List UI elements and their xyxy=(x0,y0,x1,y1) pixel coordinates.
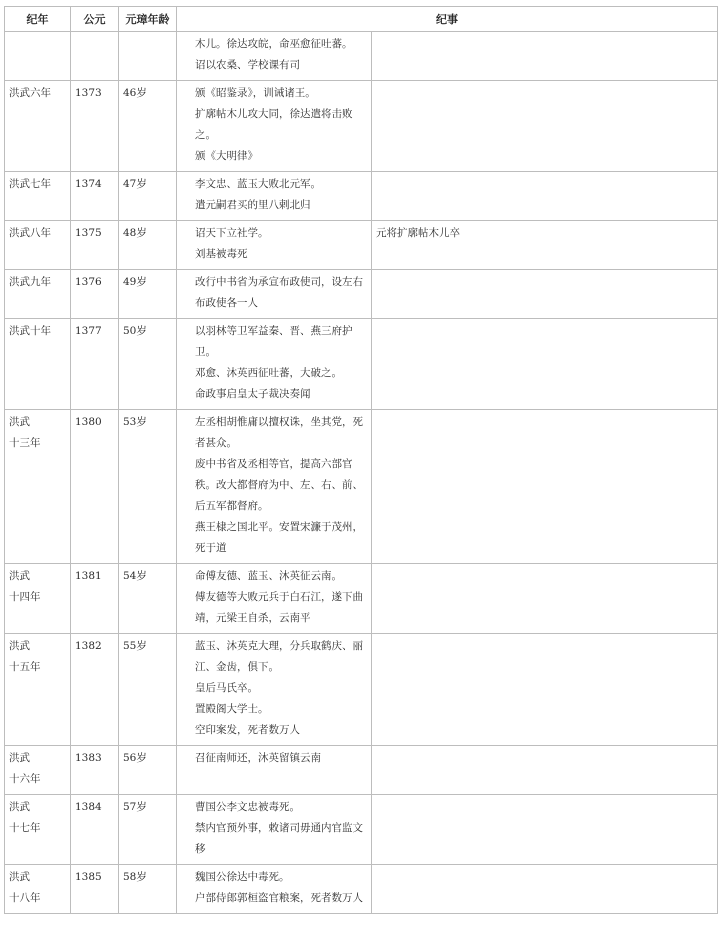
events-cell xyxy=(177,795,372,865)
events-cell xyxy=(177,319,372,410)
table-row xyxy=(5,32,718,81)
event-text: 燕王棣之国北平。安置宋濂于茂州，死于道 xyxy=(195,521,363,554)
event-text: 颁《昭鉴录》，训诫诸王。 xyxy=(195,87,316,99)
year-cell xyxy=(71,32,119,81)
event-text: 置殿阁大学士。 xyxy=(195,703,269,715)
events-cell xyxy=(177,746,372,795)
table-row xyxy=(5,410,718,564)
event-text: 改行中书省为承宣布政使司，设左右布政使各一人 xyxy=(195,276,363,309)
table-row xyxy=(5,270,718,319)
notes-cell xyxy=(372,634,718,746)
era-cell xyxy=(5,270,71,319)
year-cell: 1375 xyxy=(71,221,119,270)
event-text: 曹国公李文忠被毒死。 xyxy=(195,801,300,813)
event-text: 命政事启皇太子裁决奏闻 xyxy=(195,388,311,400)
age-cell: 58岁 xyxy=(119,865,177,914)
event-text: 皇后马氏卒。 xyxy=(195,682,258,694)
event-text: 邓愈、沐英西征吐蕃，大破之。 xyxy=(195,367,342,379)
era-cell xyxy=(5,634,71,746)
era-text: 洪武九年 xyxy=(9,276,51,288)
table-row xyxy=(5,319,718,410)
era-text: 洪武 xyxy=(9,752,30,764)
event-text: 禁内官预外事，敕诸司毋通内官监文移 xyxy=(195,822,363,855)
events-cell xyxy=(177,564,372,634)
age-cell xyxy=(119,32,177,81)
era-cell xyxy=(5,81,71,172)
event-text: 李文忠、蓝玉大败北元军。 xyxy=(195,178,321,190)
notes-cell xyxy=(372,795,718,865)
event-text: 扩廓帖木儿攻大同，徐达遣将击败之。 xyxy=(195,108,353,141)
era-text: 洪武 xyxy=(9,801,30,813)
age-cell: 54岁 xyxy=(119,564,177,634)
events-cell xyxy=(177,81,372,172)
event-text: 魏国公徐达中毒死。 xyxy=(195,871,290,883)
table-row xyxy=(5,746,718,795)
age-cell: 48岁 xyxy=(119,221,177,270)
notes-cell xyxy=(372,270,718,319)
age-cell: 49岁 xyxy=(119,270,177,319)
age-cell: 53岁 xyxy=(119,410,177,564)
year-cell: 1374 xyxy=(71,172,119,221)
table-row xyxy=(5,221,718,270)
notes-cell xyxy=(372,32,718,81)
year-cell: 1381 xyxy=(71,564,119,634)
year-cell: 1384 xyxy=(71,795,119,865)
year-cell: 1377 xyxy=(71,319,119,410)
chronology-table xyxy=(4,6,718,914)
era-cell xyxy=(5,319,71,410)
table-row xyxy=(5,865,718,914)
year-cell: 1382 xyxy=(71,634,119,746)
age-cell: 57岁 xyxy=(119,795,177,865)
era-text: 十五年 xyxy=(9,661,41,673)
notes-cell xyxy=(372,81,718,172)
table-row xyxy=(5,81,718,172)
header-annals: 纪事 xyxy=(177,7,718,32)
header-year: 公元 xyxy=(71,7,119,32)
events-cell xyxy=(177,865,372,914)
header-age: 元璋年龄 xyxy=(119,7,177,32)
event-text: 左丞相胡惟庸以擅权诛，坐其党，死者甚众。 xyxy=(195,416,363,449)
event-text: 诏以农桑、学校课有司 xyxy=(195,59,300,71)
age-cell: 55岁 xyxy=(119,634,177,746)
era-text: 洪武 xyxy=(9,416,30,428)
era-text: 洪武六年 xyxy=(9,87,51,99)
age-cell: 47岁 xyxy=(119,172,177,221)
era-text: 十六年 xyxy=(9,773,41,785)
notes-cell xyxy=(372,746,718,795)
events-cell xyxy=(177,32,372,81)
events-cell xyxy=(177,172,372,221)
age-cell: 50岁 xyxy=(119,319,177,410)
year-cell: 1376 xyxy=(71,270,119,319)
table-row xyxy=(5,564,718,634)
era-cell xyxy=(5,865,71,914)
age-cell: 46岁 xyxy=(119,81,177,172)
event-text: 户部侍郎郭桓盗官粮案，死者数万人 xyxy=(195,892,363,904)
event-text: 遣元嗣君买的里八剌北归 xyxy=(195,199,311,211)
year-cell: 1380 xyxy=(71,410,119,564)
event-text: 诏天下立社学。 xyxy=(195,227,269,239)
events-cell xyxy=(177,410,372,564)
era-text: 洪武 xyxy=(9,871,30,883)
event-text: 傅友德等大败元兵于白石江，遂下曲靖，元梁王自杀，云南平 xyxy=(195,591,363,624)
era-text: 十四年 xyxy=(9,591,41,603)
events-cell xyxy=(177,634,372,746)
era-text: 十七年 xyxy=(9,822,41,834)
event-text: 废中书省及丞相等官，提高六部官秩。改大都督府为中、左、右、前、后五军都督府。 xyxy=(195,458,363,512)
event-text: 以羽林等卫军益秦、晋、燕三府护卫。 xyxy=(195,325,353,358)
events-cell xyxy=(177,270,372,319)
header-row xyxy=(5,7,718,32)
notes-cell xyxy=(372,410,718,564)
era-cell xyxy=(5,221,71,270)
event-text: 命傅友德、蓝玉、沐英征云南。 xyxy=(195,570,342,582)
table-body xyxy=(5,32,718,914)
era-text: 十三年 xyxy=(9,437,41,449)
event-text: 召征南师还，沐英留镇云南 xyxy=(195,752,321,764)
era-text: 洪武八年 xyxy=(9,227,51,239)
event-text: 刘基被毒死 xyxy=(195,248,248,260)
table-row xyxy=(5,634,718,746)
era-cell xyxy=(5,746,71,795)
era-text: 洪武 xyxy=(9,640,30,652)
notes-cell: 元将扩廓帖木儿卒 xyxy=(372,221,718,270)
event-text: 木儿。徐达攻皖，命巫愈征吐蕃。 xyxy=(195,38,353,50)
events-cell xyxy=(177,221,372,270)
era-text: 洪武 xyxy=(9,570,30,582)
event-text: 空印案发，死者数万人 xyxy=(195,724,300,736)
era-cell xyxy=(5,795,71,865)
notes-cell xyxy=(372,865,718,914)
era-cell xyxy=(5,32,71,81)
table-row xyxy=(5,172,718,221)
era-text: 十八年 xyxy=(9,892,41,904)
year-cell: 1383 xyxy=(71,746,119,795)
era-cell xyxy=(5,172,71,221)
event-text: 蓝玉、沐英克大理，分兵取鹤庆、丽江、金齿，俱下。 xyxy=(195,640,363,673)
notes-cell xyxy=(372,564,718,634)
table-row xyxy=(5,795,718,865)
era-cell xyxy=(5,564,71,634)
era-text: 洪武七年 xyxy=(9,178,51,190)
year-cell: 1385 xyxy=(71,865,119,914)
age-cell: 56岁 xyxy=(119,746,177,795)
era-cell xyxy=(5,410,71,564)
era-text: 洪武十年 xyxy=(9,325,51,337)
header-era: 纪年 xyxy=(5,7,71,32)
notes-cell xyxy=(372,172,718,221)
year-cell: 1373 xyxy=(71,81,119,172)
event-text: 颁《大明律》 xyxy=(195,150,258,162)
notes-cell xyxy=(372,319,718,410)
